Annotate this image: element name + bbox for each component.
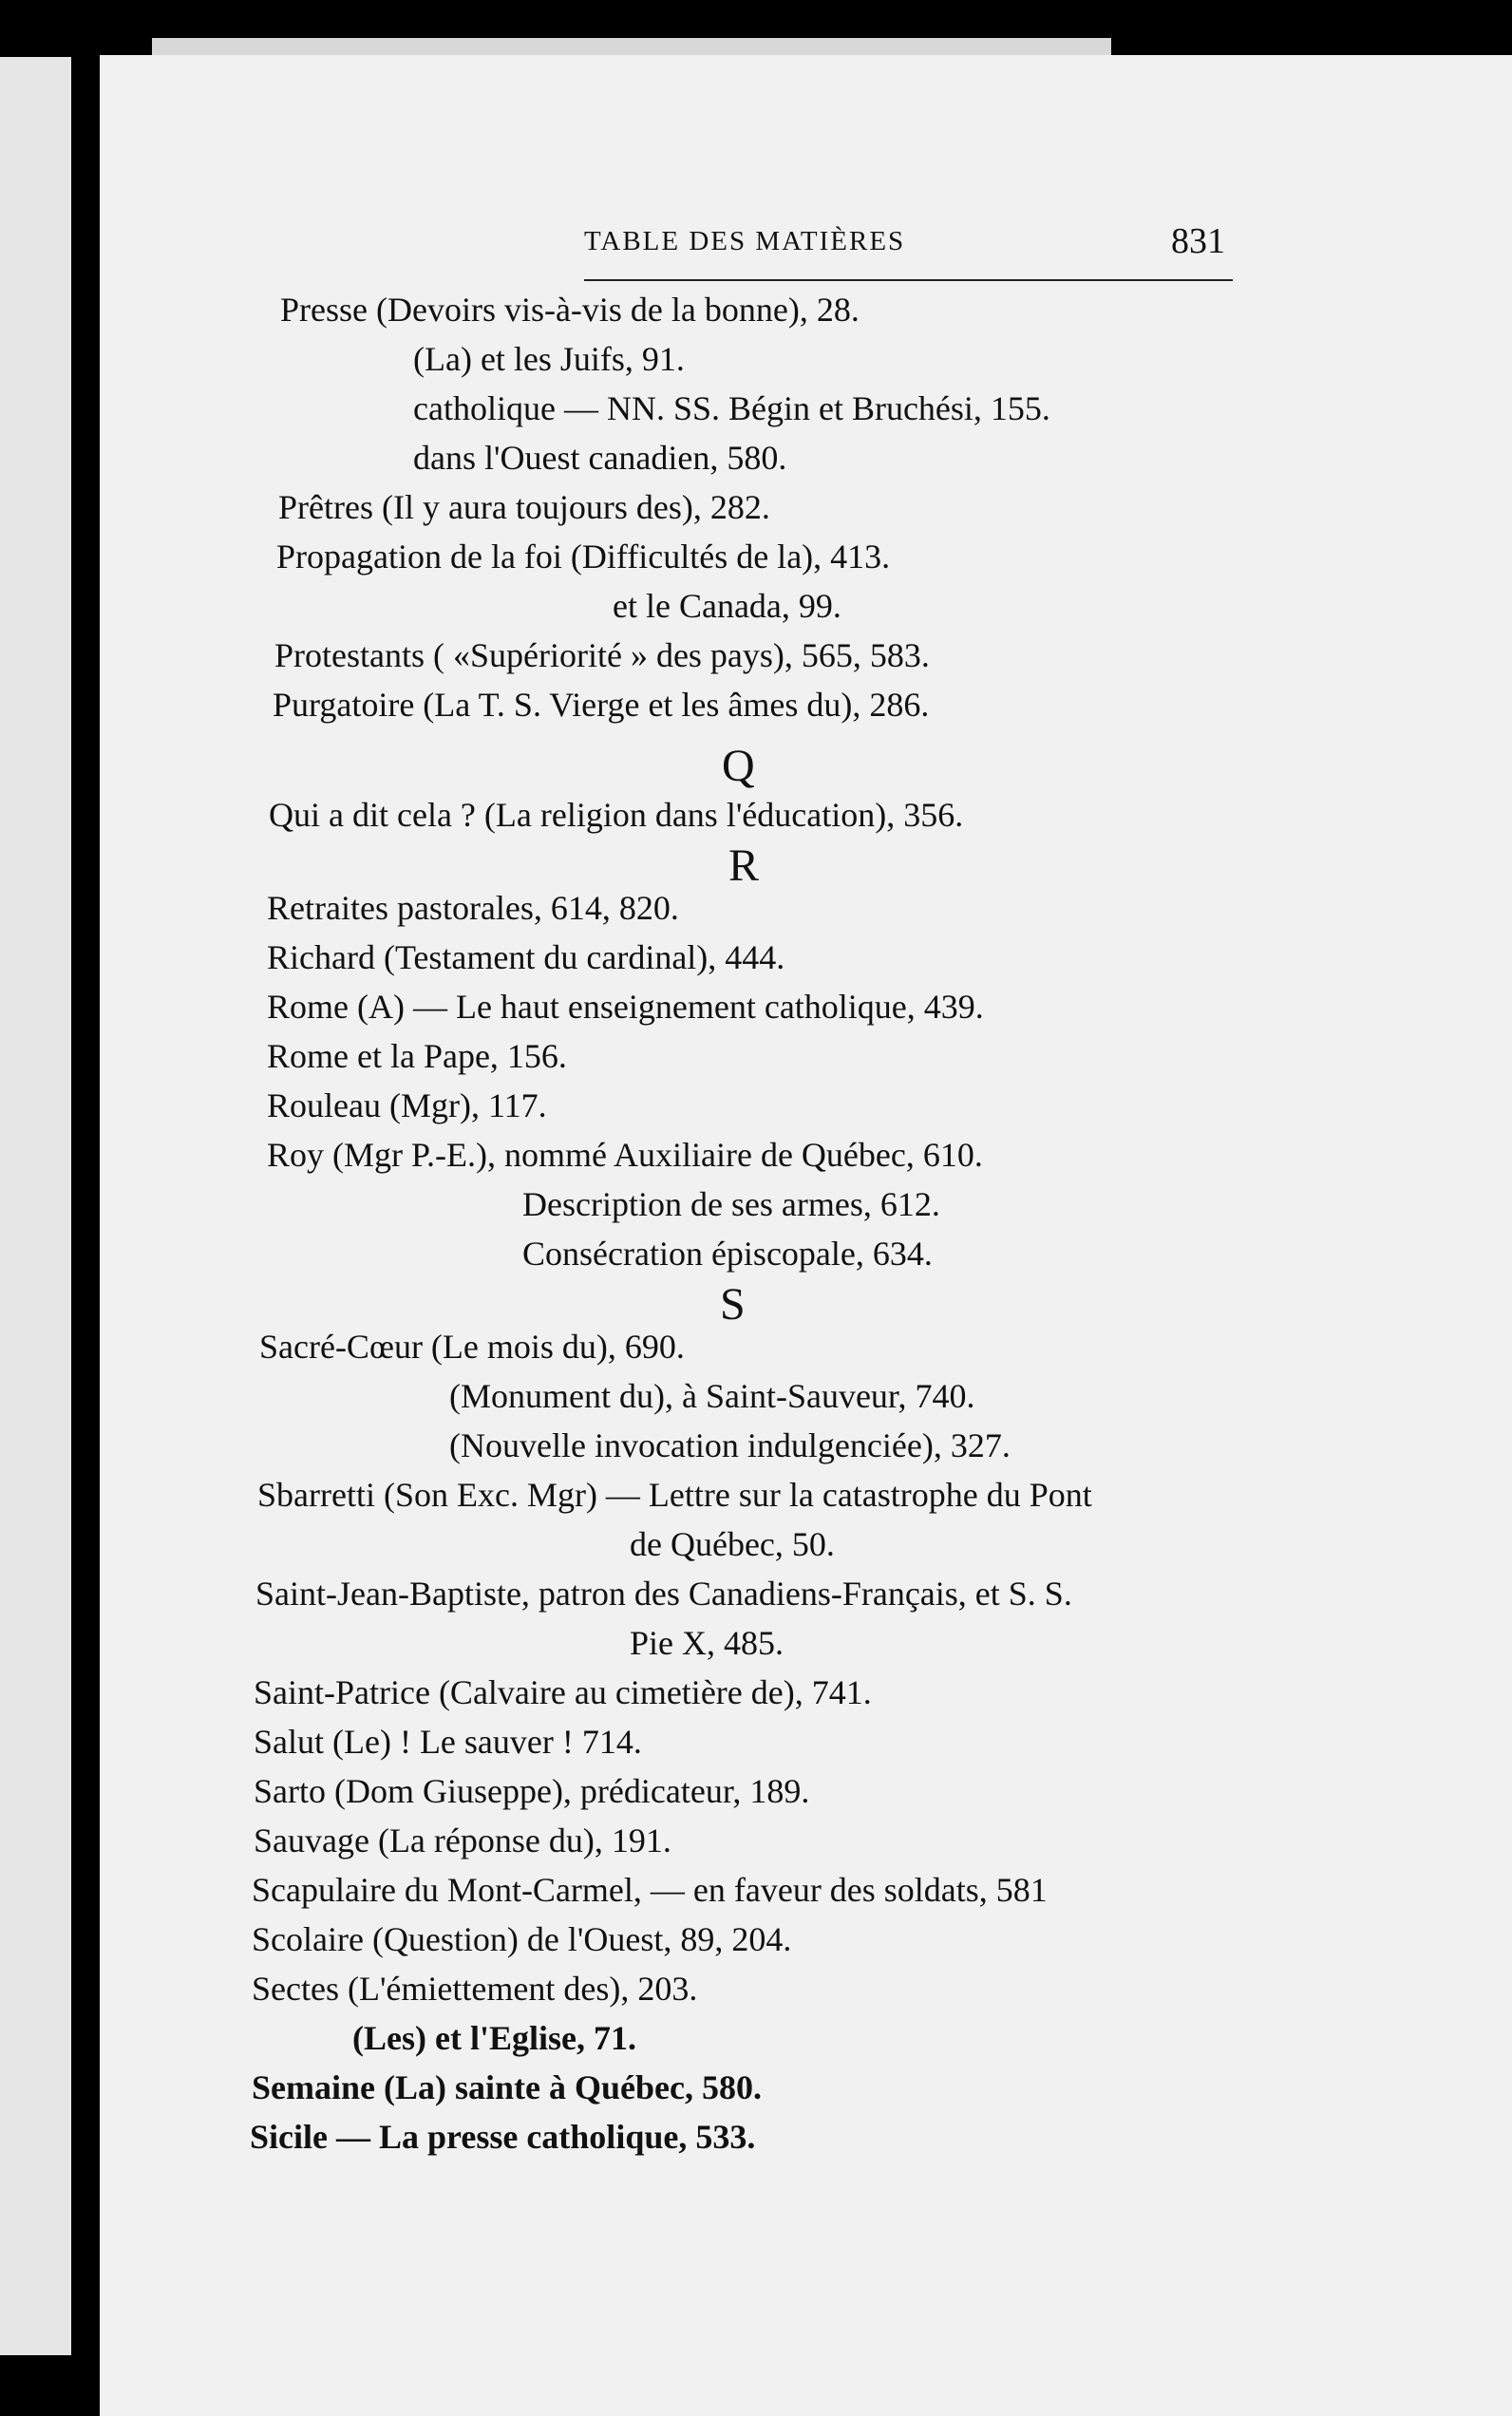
index-entry: Protestants ( «Supériorité » des pays), 565, 583.: [274, 636, 930, 674]
index-entry: Propagation de la foi (Difficultés de la), 413.: [276, 538, 891, 576]
document-page: [100, 55, 1512, 2416]
page-number: 831: [1171, 221, 1225, 261]
index-entry: Presse (Devoirs vis-à-vis de la bonne), 28.: [280, 291, 860, 329]
running-header: TABLE DES MATIÈRES: [584, 226, 906, 256]
section-letter: R: [728, 840, 760, 891]
index-entry: Prêtres (Il y aura toujours des), 282.: [278, 488, 770, 526]
index-entry: (Monument du), à Saint-Sauveur, 740.: [449, 1377, 975, 1415]
index-entry: Roy (Mgr P.-E.), nommé Auxiliaire de Québec, 610.: [267, 1136, 983, 1174]
index-entry: (La) et les Juifs, 91.: [413, 340, 685, 378]
index-entry: Saint-Patrice (Calvaire au cimetière de), 741.: [254, 1673, 872, 1711]
index-entry: (Nouvelle invocation indulgenciée), 327.: [449, 1426, 1011, 1464]
index-entry: Sarto (Dom Giuseppe), prédicateur, 189.: [254, 1772, 810, 1810]
section-letter: S: [720, 1279, 746, 1330]
index-entry: et le Canada, 99.: [613, 587, 841, 625]
index-entry: Pie X, 485.: [630, 1624, 784, 1662]
index-entry: Purgatoire (La T. S. Vierge et les âmes du), 286.: [273, 686, 930, 724]
index-entry: Sectes (L'émiettement des), 203.: [252, 1970, 698, 2008]
index-entry: Retraites pastorales, 614, 820.: [267, 889, 679, 927]
index-entry: Description de ses armes, 612.: [522, 1185, 940, 1223]
previous-page-edge: [0, 57, 71, 2355]
index-entry: catholique — NN. SS. Bégin et Bruchési, 155.: [413, 389, 1050, 427]
index-entry: Sauvage (La réponse du), 191.: [254, 1821, 671, 1859]
index-entry: Sbarretti (Son Exc. Mgr) — Lettre sur la catastrophe du Pont: [257, 1476, 1092, 1514]
index-entry: Scolaire (Question) de l'Ouest, 89, 204.: [252, 1920, 792, 1958]
index-entry: Richard (Testament du cardinal), 444.: [267, 938, 785, 976]
index-entry: Consécration épiscopale, 634.: [522, 1235, 933, 1273]
index-entry: Salut (Le) ! Le sauver ! 714.: [254, 1723, 642, 1761]
index-entry: de Québec, 50.: [630, 1525, 835, 1563]
index-entry: Rome et la Pape, 156.: [267, 1037, 567, 1075]
section-letter: Q: [722, 741, 755, 791]
index-entry: Semaine (La) sainte à Québec, 580.: [252, 2068, 762, 2106]
index-entry: Sicile — La presse catholique, 533.: [250, 2118, 756, 2156]
index-entry: Rouleau (Mgr), 117.: [267, 1086, 547, 1124]
index-entries: [100, 55, 1512, 2416]
index-entry: Sacré-Cœur (Le mois du), 690.: [259, 1328, 685, 1366]
index-entry: (Les) et l'Eglise, 71.: [352, 2019, 636, 2057]
index-entry: Scapulaire du Mont-Carmel, — en faveur des soldats, 581: [252, 1871, 1048, 1909]
index-entry: Saint-Jean-Baptiste, patron des Canadiens-Français, et S. S.: [255, 1575, 1072, 1613]
index-entry: dans l'Ouest canadien, 580.: [413, 439, 787, 477]
index-entry: Qui a dit cela ? (La religion dans l'éducation), 356.: [269, 796, 964, 834]
index-entry: Rome (A) — Le haut enseignement catholique, 439.: [267, 988, 984, 1026]
